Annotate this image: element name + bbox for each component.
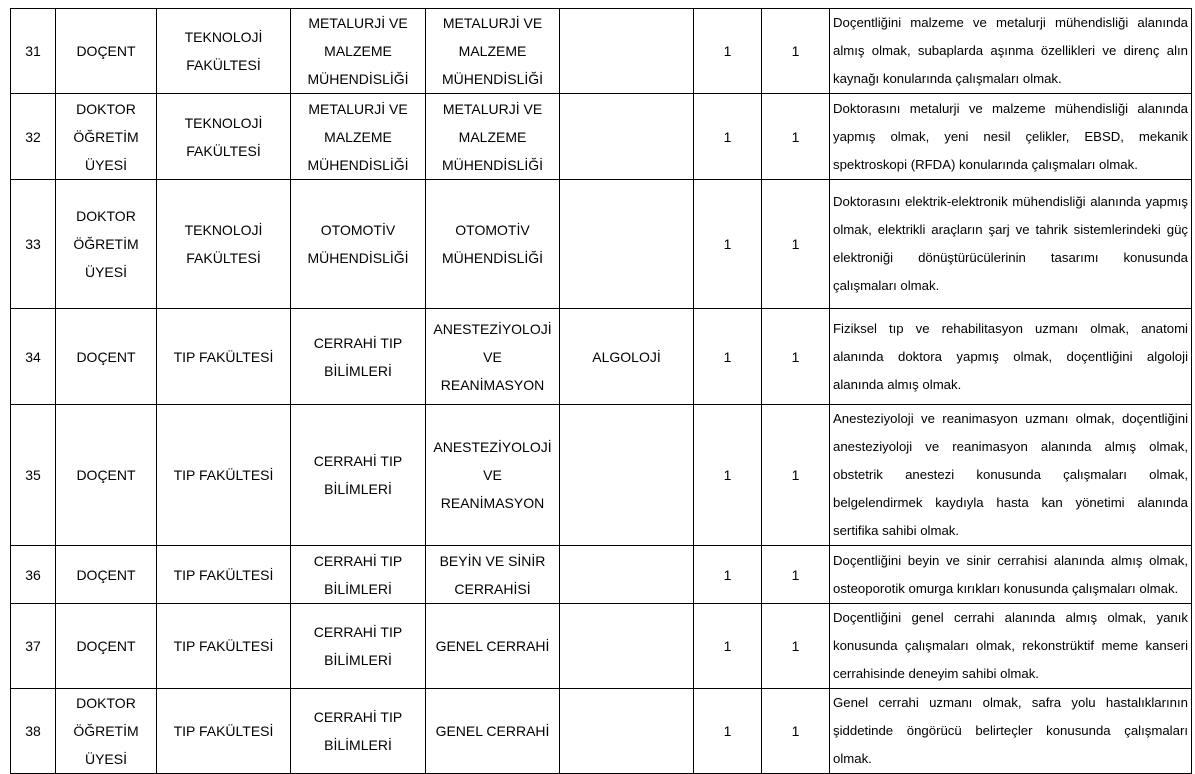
academic-title: DOÇENT: [56, 405, 157, 546]
row-number: 35: [11, 405, 56, 546]
table-row: [11, 180, 1192, 309]
row-number: 33: [11, 180, 56, 309]
division: ANESTEZİYOLOJİ VE REANİMASYON: [426, 405, 560, 546]
subfield: [560, 94, 694, 180]
table-row: [11, 94, 1192, 180]
quota-count: 1: [694, 94, 762, 180]
table-row: [11, 546, 1192, 604]
academic-title: DOÇENT: [56, 309, 157, 405]
division: ANESTEZİYOLOJİ VE REANİMASYON: [426, 309, 560, 405]
department: CERRAHİ TIP BİLİMLERİ: [291, 689, 426, 774]
subfield: [560, 604, 694, 689]
quota-count: 1: [694, 689, 762, 774]
faculty: TIP FAKÜLTESİ: [157, 546, 291, 604]
row-number: 31: [11, 9, 56, 94]
row-number: 32: [11, 94, 56, 180]
position-count: 1: [762, 309, 830, 405]
department: CERRAHİ TIP BİLİMLERİ: [291, 546, 426, 604]
row-number: 34: [11, 309, 56, 405]
row-number: 37: [11, 604, 56, 689]
department: METALURJİ VE MALZEME MÜHENDİSLİĞİ: [291, 94, 426, 180]
department: METALURJİ VE MALZEME MÜHENDİSLİĞİ: [291, 9, 426, 94]
quota-count: 1: [694, 309, 762, 405]
academic-title: DOÇENT: [56, 546, 157, 604]
subfield: [560, 689, 694, 774]
requirements-text: Doçentliğini genel cerrahi alanında almış olmak, yanık konusunda çalışmaları olmak, rekonstrüktif meme kanseri cerrahisinde deneyim sahibi olmak.: [830, 604, 1192, 689]
table-row: [11, 9, 1192, 94]
row-number: 38: [11, 689, 56, 774]
quota-count: 1: [694, 546, 762, 604]
requirements-text: Doktorasını elektrik-elektronik mühendisliği alanında yapmış olmak, elektrikli araçların şarj ve tahrik sistemlerindeki güç elektroniği dönüştürücülerinin tasarımı konusunda çalışmaları olmak.: [830, 180, 1192, 309]
table-row: [11, 405, 1192, 546]
subfield: [560, 546, 694, 604]
academic-title: DOÇENT: [56, 9, 157, 94]
subfield: ALGOLOJİ: [560, 309, 694, 405]
faculty: TEKNOLOJİ FAKÜLTESİ: [157, 94, 291, 180]
table-row: [11, 604, 1192, 689]
requirements-text: Doçentliğini beyin ve sinir cerrahisi alanında almış olmak, osteoporotik omurga kırıkları konusunda çalışmaları olmak.: [830, 546, 1192, 604]
quota-count: 1: [694, 180, 762, 309]
academic-title: DOKTOR ÖĞRETİM ÜYESİ: [56, 689, 157, 774]
requirements-text: Fiziksel tıp ve rehabilitasyon uzmanı olmak, anatomi alanında doktora yapmış olmak, doçentliğini algoloji alanında almış olmak.: [830, 309, 1192, 405]
division: METALURJİ VE MALZEME MÜHENDİSLİĞİ: [426, 9, 560, 94]
positions-table: [10, 8, 1192, 774]
division: BEYİN VE SİNİR CERRAHİSİ: [426, 546, 560, 604]
position-count: 1: [762, 180, 830, 309]
academic-title: DOÇENT: [56, 604, 157, 689]
table-row: [11, 689, 1192, 774]
department: CERRAHİ TIP BİLİMLERİ: [291, 604, 426, 689]
subfield: [560, 180, 694, 309]
requirements-text: Genel cerrahi uzmanı olmak, safra yolu hastalıklarının şiddetinde öngörücü belirteçler konusunda çalışmaları olmak.: [830, 689, 1192, 774]
faculty: TEKNOLOJİ FAKÜLTESİ: [157, 9, 291, 94]
quota-count: 1: [694, 9, 762, 94]
requirements-text: Anesteziyoloji ve reanimasyon uzmanı olmak, doçentliğini anesteziyoloji ve reanimasyon alanında almış olmak, obstetrik anestezi konusunda çalışmaları olmak, belgelendirmek kaydıyla hasta kan yönetimi alanında sertifika sahibi olmak.: [830, 405, 1192, 546]
requirements-text: Doçentliğini malzeme ve metalurji mühendisliği alanında almış olmak, subaplarda aşınma özellikleri ve direnç alın kaynağı konularında çalışmaları olmak.: [830, 9, 1192, 94]
division: GENEL CERRAHİ: [426, 604, 560, 689]
requirements-text: Doktorasını metalurji ve malzeme mühendisliği alanında yapmış olmak, yeni nesil çelikler, EBSD, mekanik spektroskopi (RFDA) konularında çalışmaları olmak.: [830, 94, 1192, 180]
position-count: 1: [762, 405, 830, 546]
table-row: [11, 309, 1192, 405]
division: METALURJİ VE MALZEME MÜHENDİSLİĞİ: [426, 94, 560, 180]
position-count: 1: [762, 94, 830, 180]
faculty: TIP FAKÜLTESİ: [157, 604, 291, 689]
academic-title: DOKTOR ÖĞRETİM ÜYESİ: [56, 180, 157, 309]
faculty: TIP FAKÜLTESİ: [157, 405, 291, 546]
department: CERRAHİ TIP BİLİMLERİ: [291, 405, 426, 546]
position-count: 1: [762, 689, 830, 774]
division: GENEL CERRAHİ: [426, 689, 560, 774]
division: OTOMOTİV MÜHENDİSLİĞİ: [426, 180, 560, 309]
position-count: 1: [762, 9, 830, 94]
subfield: [560, 9, 694, 94]
quota-count: 1: [694, 604, 762, 689]
academic-title: DOKTOR ÖĞRETİM ÜYESİ: [56, 94, 157, 180]
row-number: 36: [11, 546, 56, 604]
faculty: TIP FAKÜLTESİ: [157, 689, 291, 774]
position-count: 1: [762, 546, 830, 604]
subfield: [560, 405, 694, 546]
faculty: TIP FAKÜLTESİ: [157, 309, 291, 405]
quota-count: 1: [694, 405, 762, 546]
faculty: TEKNOLOJİ FAKÜLTESİ: [157, 180, 291, 309]
department: OTOMOTİV MÜHENDİSLİĞİ: [291, 180, 426, 309]
position-count: 1: [762, 604, 830, 689]
department: CERRAHİ TIP BİLİMLERİ: [291, 309, 426, 405]
